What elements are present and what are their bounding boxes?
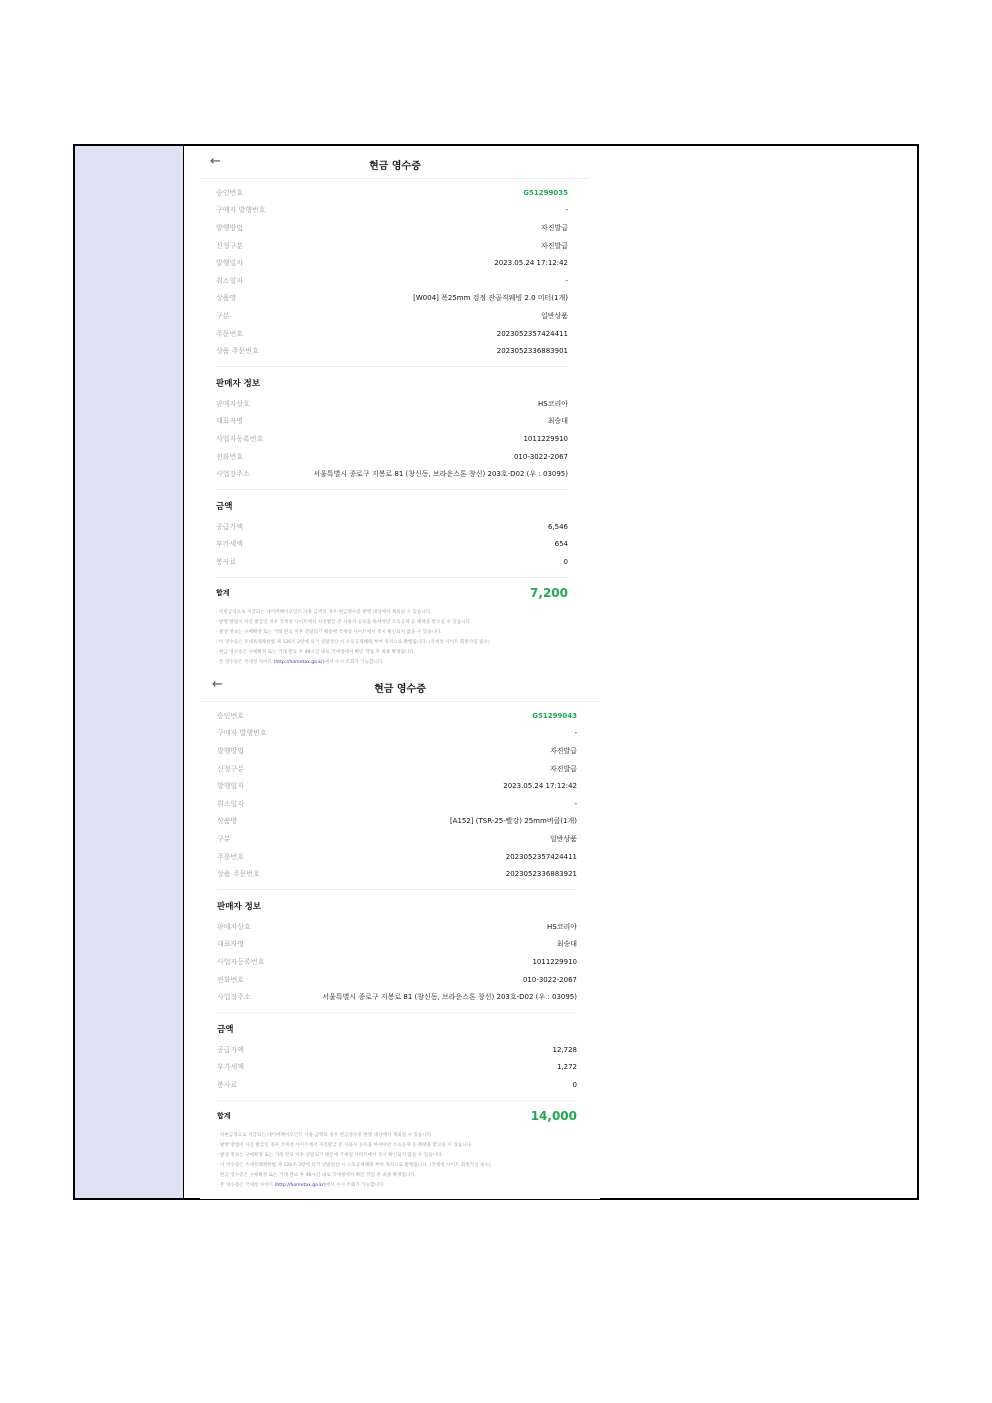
field-label: 대표자명 xyxy=(217,940,245,949)
field-value: HS코리아 xyxy=(547,922,577,931)
field-row xyxy=(217,1059,577,1077)
field-row xyxy=(217,707,577,725)
field-value: 2023052357424411 xyxy=(505,852,577,861)
amount-section xyxy=(217,1012,577,1094)
note-line: · 현금 영수증은 구매확정 또는 거래 완료 후 48시간 내로 국세청에서 확인 작업 후 최종 확정됩니다. xyxy=(217,1172,417,1178)
cash-receipt-2 xyxy=(200,669,600,1199)
field-label: 전화번호 xyxy=(216,452,244,461)
total-label: 합계 xyxy=(217,1111,231,1120)
field-row xyxy=(216,518,568,536)
note-line: · 비현금성으로 지급되는 네이버페이포인트 사용 금액의 경우 현금영수증 발행 대상에서 제외될 수 있습니다. xyxy=(216,609,432,615)
field-value: 2023052336883921 xyxy=(505,870,577,879)
field-row xyxy=(216,307,568,325)
field-value: 자진발급 xyxy=(540,241,568,250)
field-value: 1011229910 xyxy=(523,434,568,443)
field-label: 승인번호 xyxy=(216,188,244,197)
field-row xyxy=(217,971,577,989)
field-row xyxy=(216,536,568,554)
seller-section xyxy=(216,366,568,483)
field-value: 자진발급 xyxy=(549,764,577,773)
total-row xyxy=(217,1100,577,1131)
field-label: 주문번호 xyxy=(217,852,245,861)
receipt-title: 현금 영수증 xyxy=(374,684,426,695)
field-label: 대표자명 xyxy=(216,417,244,426)
field-value: 2023.05.24 17:12:42 xyxy=(503,782,577,791)
amount-section xyxy=(216,489,568,571)
field-row xyxy=(216,290,568,308)
field-row xyxy=(216,219,568,237)
total-amount: 7,200 xyxy=(530,585,568,600)
field-row xyxy=(217,813,577,831)
arrow-left-icon[interactable]: ← xyxy=(212,677,223,692)
field-label: 발행일자 xyxy=(216,259,244,268)
cash-receipt-1 xyxy=(200,146,590,671)
receipt-fields xyxy=(216,184,568,360)
field-row xyxy=(216,237,568,255)
field-row xyxy=(217,795,577,813)
seller-section-title: 판매자 정보 xyxy=(216,378,261,389)
field-label: 승인번호 xyxy=(217,711,245,720)
field-label: 발행방법 xyxy=(217,746,245,755)
field-row xyxy=(216,272,568,290)
field-value: 010-3022-2067 xyxy=(522,975,577,984)
arrow-left-icon[interactable]: ← xyxy=(210,154,221,169)
field-label: 구매자 발행번호 xyxy=(216,206,266,215)
receipt-title: 현금 영수증 xyxy=(369,161,421,172)
field-row xyxy=(217,725,577,743)
field-row xyxy=(216,413,568,431)
field-row xyxy=(217,865,577,883)
amount-section-title: 금액 xyxy=(216,501,233,512)
field-value: 1,272 xyxy=(556,1063,577,1072)
field-row xyxy=(216,184,568,202)
left-sidebar-column xyxy=(75,146,184,1198)
field-label: 발행일자 xyxy=(217,782,245,791)
receipt-header xyxy=(200,669,600,702)
field-row xyxy=(216,254,568,272)
field-label: 상품 주문번호 xyxy=(217,870,260,879)
note-line: · 이 영수증은 조세특례제한법 제 126조 3항에 의거 연말정산 시 소득공제혜택 부여 목적으로 발행됩니다. (국세청 사이트 회원가입 필수) xyxy=(217,1162,491,1168)
receipt-notes xyxy=(217,1131,577,1191)
field-label: 사업장주소 xyxy=(216,470,250,479)
field-value: - xyxy=(565,206,568,215)
seller-section xyxy=(217,889,577,1006)
receipt-header xyxy=(200,146,590,179)
receipt-notes xyxy=(216,608,568,668)
amount-section-title: 금액 xyxy=(217,1024,234,1035)
field-label: 상품명 xyxy=(216,294,237,303)
document-frame xyxy=(73,144,919,1200)
field-value: 자진발급 xyxy=(549,746,577,755)
field-row xyxy=(217,1041,577,1059)
field-value: 1011229910 xyxy=(532,957,577,966)
field-value: - xyxy=(574,729,577,738)
field-label: 전화번호 xyxy=(217,975,245,984)
field-row xyxy=(216,395,568,413)
field-row xyxy=(216,448,568,466)
field-label: 구분 xyxy=(217,834,231,843)
field-row xyxy=(216,342,568,360)
field-row xyxy=(216,553,568,571)
field-value: 2023.05.24 17:12:42 xyxy=(494,259,568,268)
field-value: 일반상품 xyxy=(540,311,568,320)
field-label: 사업자등록번호 xyxy=(216,434,264,443)
note-text: 에서 수시 조회가 가능합니다. xyxy=(324,659,384,665)
field-value: - xyxy=(565,276,568,285)
field-value: 2023052336883901 xyxy=(496,347,568,356)
field-value: 자진발급 xyxy=(540,223,568,232)
field-label: 사업장주소 xyxy=(217,993,251,1002)
note-line: · 발행 방법이 자진 발급인 경우 국세청 사이트에서 자진발급 분 사용자 등록을 하셔야만 소득공제 등 혜택을 받으실 수 있습니다. xyxy=(216,619,472,625)
hometax-link[interactable]: (http://hometax.go.kr) xyxy=(274,1182,326,1188)
field-label: 취소일자 xyxy=(216,276,244,285)
approval-number: G51299043 xyxy=(532,711,577,720)
field-value: 일반상품 xyxy=(549,834,577,843)
field-label: 판매자상호 xyxy=(216,399,250,408)
field-row xyxy=(216,465,568,483)
field-label: 부가세액 xyxy=(217,1063,245,1072)
note-text: · 본 영수증은 국세청 사이트 xyxy=(216,659,274,665)
field-value: 최승대 xyxy=(556,940,577,949)
field-label: 구분 xyxy=(216,311,230,320)
total-amount: 14,000 xyxy=(530,1108,577,1123)
field-value: 654 xyxy=(554,540,568,549)
seller-section-title: 판매자 정보 xyxy=(217,901,262,912)
field-label: 공급가액 xyxy=(217,1045,245,1054)
field-label: 공급가액 xyxy=(216,522,244,531)
field-row xyxy=(217,777,577,795)
field-value: 010-3022-2067 xyxy=(513,452,568,461)
hometax-link[interactable]: (http://hometax.go.kr) xyxy=(273,659,325,665)
field-value: 0 xyxy=(563,557,568,566)
field-row xyxy=(217,742,577,760)
field-value: - xyxy=(574,799,577,808)
field-value: 서울특별시 종로구 지봉로 81 (창신동, 브라운스톤 창신) 203호-D02 (우 : 03095) xyxy=(322,993,577,1002)
field-value: [W004] 폭25mm 검정 잔골직웨빙 2.0 미터(1개) xyxy=(413,294,568,303)
field-label: 취소일자 xyxy=(217,799,245,808)
field-label: 신청구분 xyxy=(216,241,244,250)
field-row xyxy=(217,1076,577,1094)
field-row xyxy=(217,953,577,971)
field-row xyxy=(216,430,568,448)
field-label: 판매자상호 xyxy=(217,922,251,931)
total-label: 합계 xyxy=(216,588,230,597)
field-label: 상품 주문번호 xyxy=(216,347,259,356)
field-row xyxy=(217,848,577,866)
field-label: 사업자등록번호 xyxy=(217,957,265,966)
field-label: 구매자 발행번호 xyxy=(217,729,267,738)
field-row xyxy=(216,325,568,343)
note-line: · 발행 방법이 자진 발급인 경우 국세청 사이트에서 자진발급 분 사용자 등록을 하셔야만 소득공제 등 혜택을 받으실 수 있습니다. xyxy=(217,1142,473,1148)
note-text: · 본 영수증은 국세청 사이트 xyxy=(217,1182,275,1188)
receipt-fields xyxy=(217,707,577,883)
field-value: 12,728 xyxy=(552,1045,577,1054)
total-row xyxy=(216,577,568,608)
field-value: HS코리아 xyxy=(538,399,568,408)
field-row xyxy=(217,830,577,848)
note-line: · 현금 영수증은 구매확정 또는 거래 완료 후 48시간 내로 국세청에서 확인 작업 후 최종 확정됩니다. xyxy=(216,649,416,655)
field-label: 신청구분 xyxy=(217,764,245,773)
field-value: [A152] (TSR-25-빨강) 25mm버클(1개) xyxy=(449,817,577,826)
field-value: 최승대 xyxy=(547,417,568,426)
field-label: 봉사료 xyxy=(216,557,237,566)
field-label: 부가세액 xyxy=(216,540,244,549)
note-line: · 발생 정보는 구매확정 또는 거래 완료 이후 전달되기 때문에 국세청 사이트에서 즉시 확인되지 않을 수 있습니다. xyxy=(216,629,442,635)
note-line: · 발생 정보는 구매확정 또는 거래 완료 이후 전달되기 때문에 국세청 사이트에서 즉시 확인되지 않을 수 있습니다. xyxy=(217,1152,443,1158)
field-row xyxy=(217,918,577,936)
note-line: · 이 영수증은 조세특례제한법 제 126조 3항에 의거 연말정산 시 소득공제혜택 부여 목적으로 발행됩니다. (국세청 사이트 회원가입 필수) xyxy=(216,639,490,645)
field-row xyxy=(217,760,577,778)
note-line: · 비현금성으로 지급되는 네이버페이포인트 사용 금액의 경우 현금영수증 발행 대상에서 제외될 수 있습니다. xyxy=(217,1132,433,1138)
field-label: 발행방법 xyxy=(216,223,244,232)
field-value: 2023052357424411 xyxy=(496,329,568,338)
field-row xyxy=(217,936,577,954)
field-row xyxy=(217,988,577,1006)
approval-number: G51299035 xyxy=(523,188,568,197)
note-text: 에서 수시 조회가 가능합니다. xyxy=(325,1182,385,1188)
note-line xyxy=(216,658,568,668)
field-value: 6,546 xyxy=(547,522,568,531)
field-label: 봉사료 xyxy=(217,1080,238,1089)
field-label: 주문번호 xyxy=(216,329,244,338)
field-row xyxy=(216,202,568,220)
note-line xyxy=(217,1181,577,1191)
field-value: 0 xyxy=(572,1080,577,1089)
field-value: 서울특별시 종로구 지봉로 81 (창신동, 브라운스톤 창신) 203호-D02 (우 : 03095) xyxy=(313,470,568,479)
field-label: 상품명 xyxy=(217,817,238,826)
